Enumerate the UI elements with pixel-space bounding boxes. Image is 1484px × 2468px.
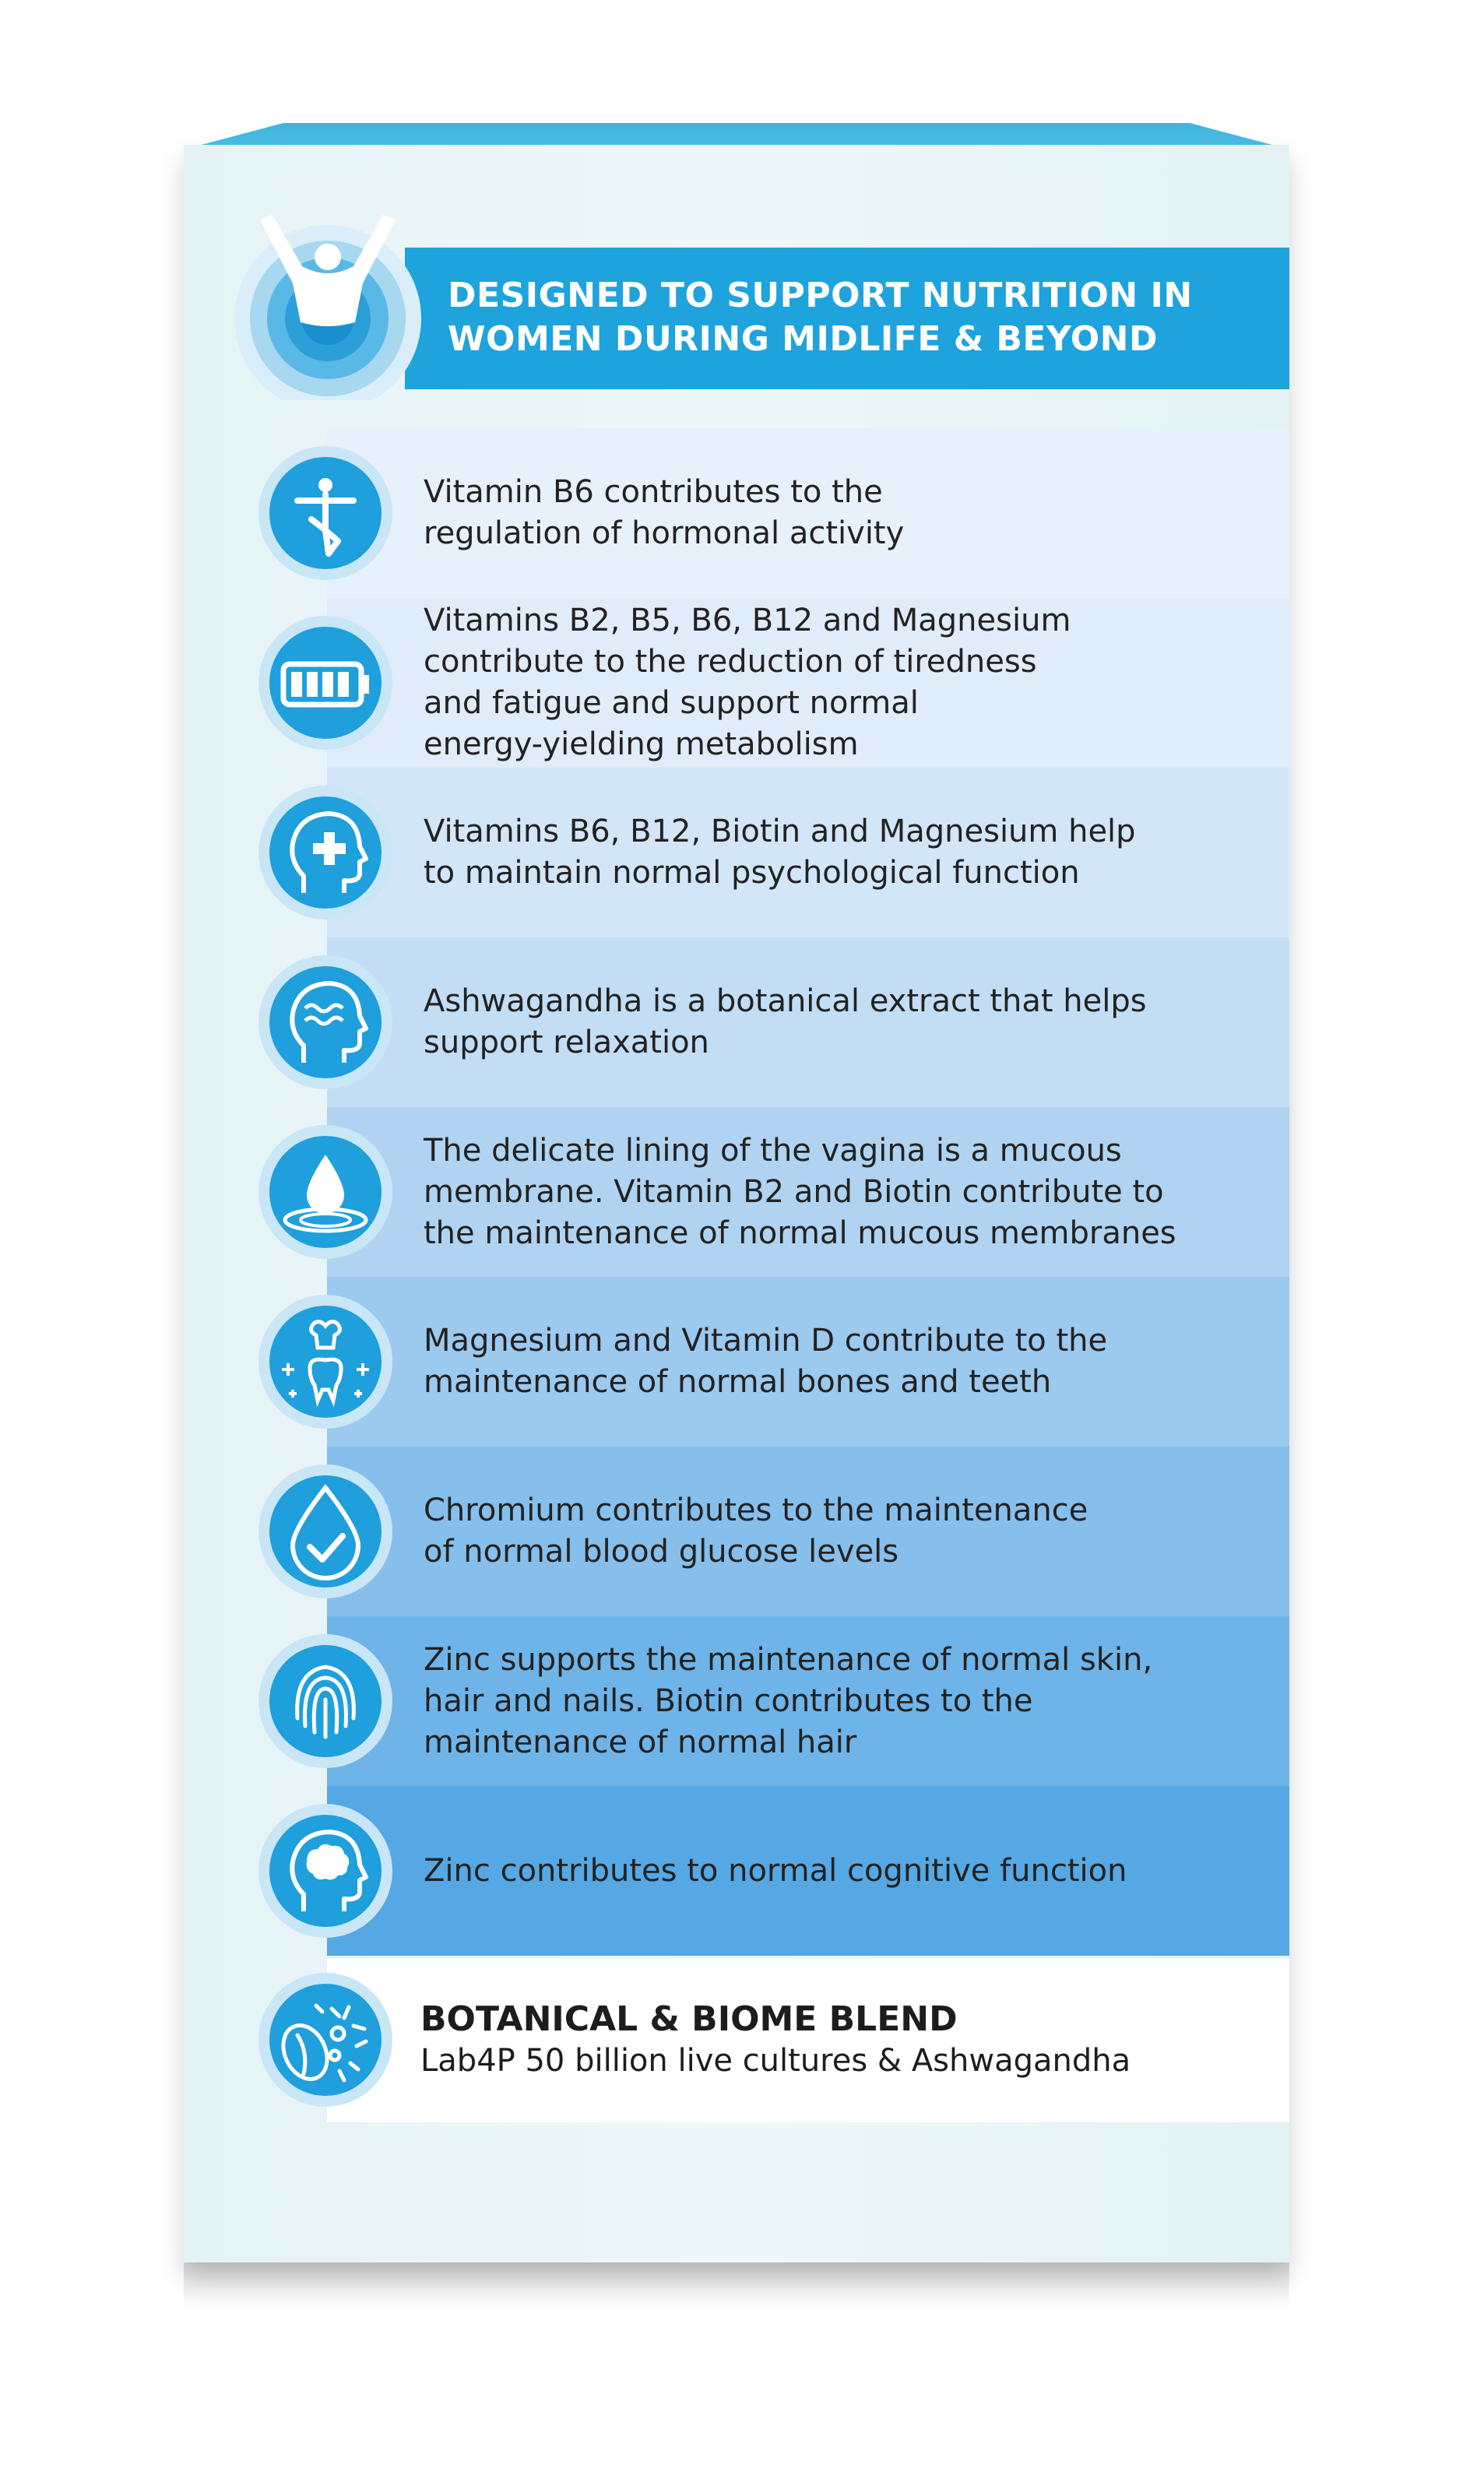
benefit-text xyxy=(424,1277,1280,1447)
fingerprint-icon xyxy=(257,1633,394,1770)
benefit-row xyxy=(327,1107,1289,1277)
benefit-line: and fatigue and support normal xyxy=(424,685,919,721)
benefit-row xyxy=(327,1786,1289,1956)
benefit-row xyxy=(327,937,1289,1107)
benefit-line: The delicate lining of the vagina is a mucous xyxy=(424,1132,1122,1169)
benefit-line: membrane. Vitamin B2 and Biotin contribute to xyxy=(424,1173,1164,1210)
benefit-row xyxy=(327,428,1289,598)
benefit-line: Zinc contributes to normal cognitive function xyxy=(424,1852,1127,1889)
benefit-text xyxy=(424,1616,1280,1786)
benefit-text xyxy=(424,768,1280,937)
water-drop-ripple-icon xyxy=(257,1123,394,1260)
benefit-line: Zinc supports the maintenance of normal skin, xyxy=(424,1641,1153,1678)
blend-panel xyxy=(327,1959,1289,2122)
benefit-line: support relaxation xyxy=(424,1025,709,1060)
benefit-row xyxy=(327,768,1289,937)
benefit-line: to maintain normal psychological function xyxy=(424,855,1080,891)
benefit-row xyxy=(327,598,1289,768)
benefit-text xyxy=(424,428,1280,598)
yoga-pose-icon xyxy=(257,445,394,582)
benefit-line: of normal blood glucose levels xyxy=(424,1534,899,1570)
woman-arms-raised-icon xyxy=(230,206,425,400)
header-title: DESIGNED TO SUPPORT NUTRITION IN WOMEN DURING MIDLIFE & BEYOND xyxy=(448,276,1193,359)
benefit-row xyxy=(327,1277,1289,1447)
blend-subtitle: Lab4P 50 billion live cultures & Ashwagandha xyxy=(420,2043,1131,2079)
benefit-line: contribute to the reduction of tiredness xyxy=(424,644,1037,680)
benefit-line: Vitamins B6, B12, Biotin and Magnesium help xyxy=(424,814,1136,849)
blend-title: BOTANICAL & BIOME BLEND xyxy=(420,1999,958,2039)
benefit-line: Vitamin B6 contributes to the xyxy=(424,474,883,510)
head-waves-icon xyxy=(257,954,394,1091)
box-shadow xyxy=(184,2262,1289,2309)
benefit-line: Magnesium and Vitamin D contribute to the xyxy=(424,1323,1108,1359)
benefit-row xyxy=(327,1447,1289,1616)
benefit-row xyxy=(327,1616,1289,1786)
benefit-line: hair and nails. Biotin contributes to the xyxy=(424,1682,1033,1719)
benefit-line: regulation of hormonal activity xyxy=(424,515,905,551)
bacteria-leaf-icon xyxy=(257,1971,394,2108)
benefit-line: Chromium contributes to the maintenance xyxy=(424,1492,1088,1528)
benefit-line: Ashwagandha is a botanical extract that helps xyxy=(424,983,1147,1019)
benefit-text xyxy=(424,937,1280,1107)
battery-icon xyxy=(257,614,394,751)
benefit-line: energy-yielding metabolism xyxy=(424,726,859,762)
benefit-text xyxy=(424,1786,1280,1956)
benefit-text xyxy=(424,1107,1280,1277)
drop-check-icon xyxy=(257,1463,394,1600)
benefit-text xyxy=(424,1447,1280,1616)
benefit-line: maintenance of normal bones and teeth xyxy=(424,1364,1052,1400)
head-brain-icon xyxy=(257,1802,394,1939)
benefit-text xyxy=(424,598,1280,768)
benefit-line: Vitamins B2, B5, B6, B12 and Magnesium xyxy=(424,603,1071,638)
head-plus-icon xyxy=(257,784,394,921)
bone-tooth-icon xyxy=(257,1293,394,1430)
benefit-line: maintenance of normal hair xyxy=(424,1724,857,1760)
benefit-line: the maintenance of normal mucous membranes xyxy=(424,1215,1176,1251)
